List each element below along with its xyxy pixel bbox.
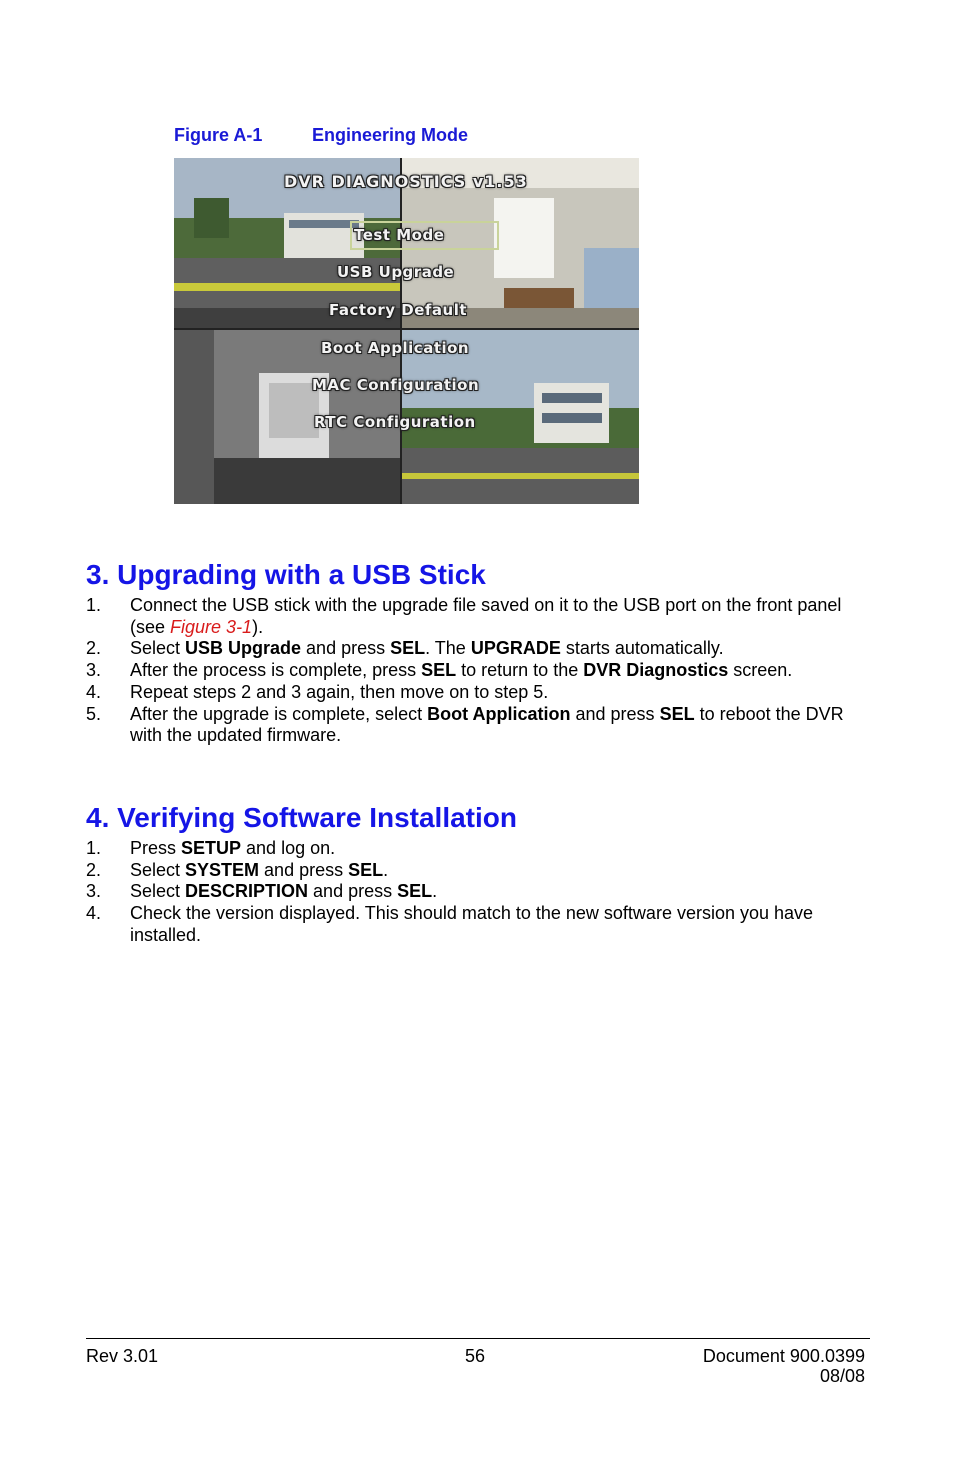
page-number: 56 bbox=[464, 1346, 486, 1366]
footer-revision: Rev 3.01 bbox=[86, 1346, 159, 1366]
footer-divider bbox=[86, 1338, 870, 1339]
footer-document bbox=[703, 1346, 865, 1386]
camera-quad-view bbox=[174, 158, 639, 504]
list-item: 4. Check the version displayed. This should match to the new software version you have installed. bbox=[86, 903, 814, 945]
figure-caption bbox=[174, 125, 468, 146]
document-date: 08/08 bbox=[819, 1366, 865, 1386]
list-item: 2. Select SYSTEM and press SEL. bbox=[86, 859, 389, 880]
list-item: 1. Connect the USB stick with the upgrade file saved on it to the USB port on the front panel (see Figure 3-1). bbox=[86, 595, 842, 637]
list-item: 1. Press SETUP and log on. bbox=[86, 838, 336, 858]
document-number: Document 900.0399 bbox=[702, 1346, 865, 1366]
section-4-steps bbox=[86, 838, 876, 947]
menu-item-mac-configuration: MAC Configuration bbox=[312, 376, 480, 394]
list-item: 5. After the upgrade is complete, select Boot Application and press SEL to reboot the DVR with the updated firmware. bbox=[86, 703, 844, 746]
menu-item-boot-application: Boot Application bbox=[321, 339, 470, 357]
figure-number: Figure A-1 bbox=[174, 125, 263, 145]
figure-reference: Figure 3-1 bbox=[170, 616, 253, 637]
menu-item-rtc-configuration: RTC Configuration bbox=[314, 413, 476, 431]
menu-item-usb-upgrade: USB Upgrade bbox=[337, 263, 455, 281]
section-3-steps bbox=[86, 595, 876, 747]
list-item: 4. Repeat steps 2 and 3 again, then move on to step 5. bbox=[86, 681, 549, 702]
section-3-heading: 3. Upgrading with a USB Stick bbox=[86, 559, 486, 590]
menu-item-test-mode: Test Mode bbox=[354, 226, 445, 244]
section-4-heading: 4. Verifying Software Installation bbox=[86, 802, 517, 833]
list-item: 3. After the process is complete, press SEL to return to the DVR Diagnostics screen. bbox=[86, 660, 793, 681]
list-item: 3. Select DESCRIPTION and press SEL. bbox=[86, 881, 438, 902]
engineering-mode-screenshot bbox=[174, 158, 639, 504]
list-item: 2. Select USB Upgrade and press SEL. The UPGRADE starts automatically. bbox=[86, 638, 724, 659]
menu-item-factory-default: Factory Default bbox=[329, 301, 468, 319]
figure-title: Engineering Mode bbox=[312, 125, 469, 145]
osd-title: DVR DIAGNOSTICS v1.53 bbox=[284, 172, 528, 191]
